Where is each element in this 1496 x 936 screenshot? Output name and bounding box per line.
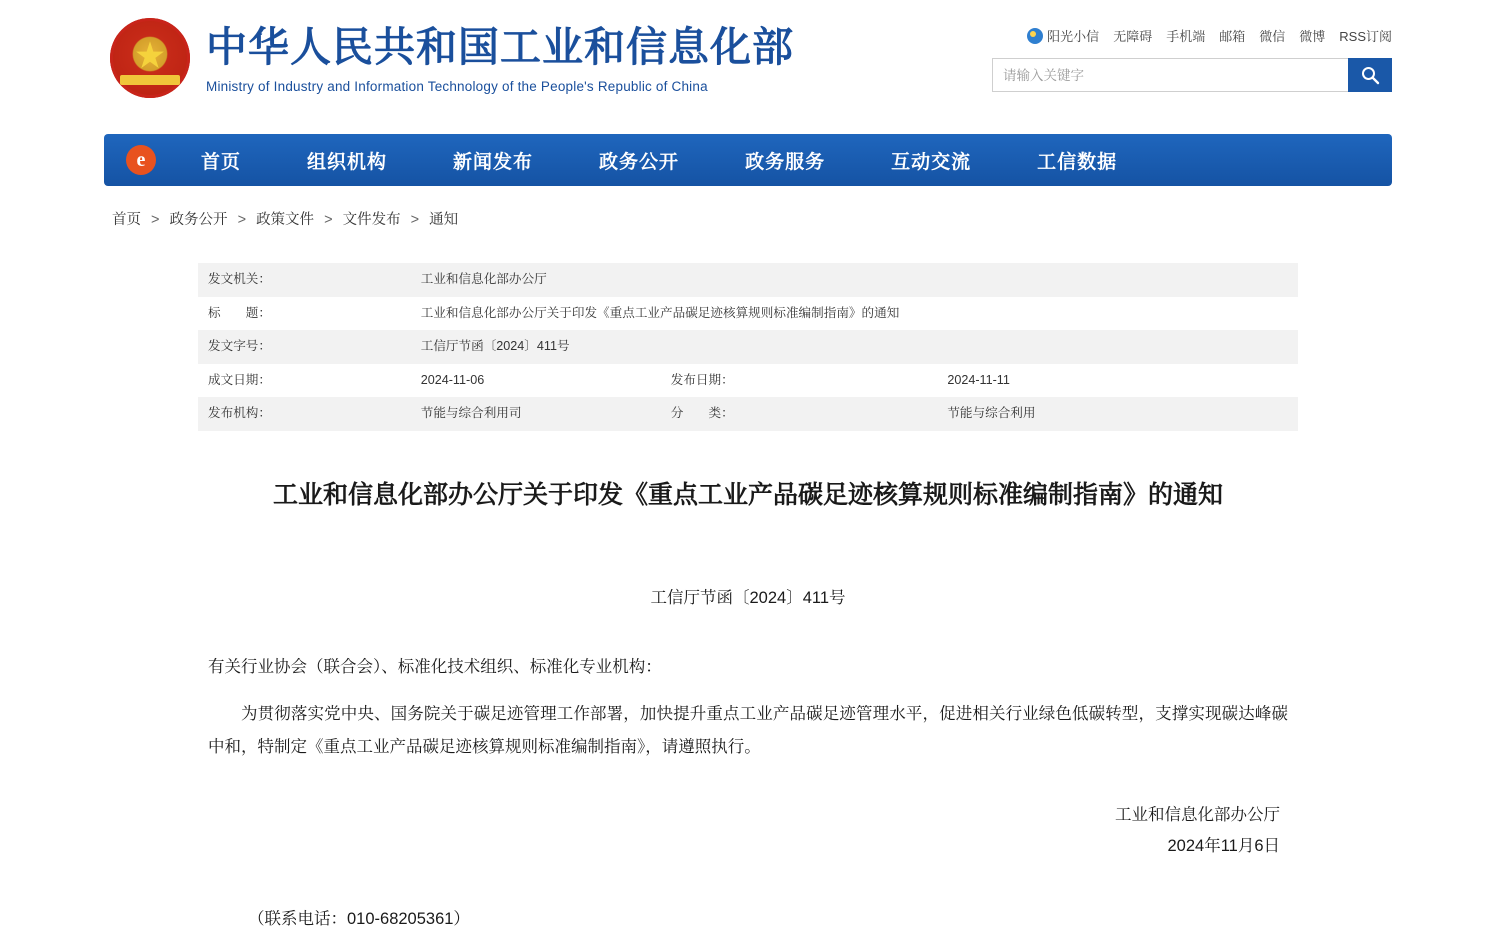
meta-value-title: 工业和信息化部办公厅关于印发《重点工业产品碳足迹核算规则标准编制指南》的通知 [420,305,900,320]
document-signature [208,800,1288,863]
document-contact: （联系电话：010-68205361） [248,909,470,928]
breadcrumb-item-home[interactable]: 首页 [112,212,141,228]
main-nav-wrapper [0,120,1496,186]
table-row [198,297,1298,331]
signature-date: 2024年11月6日 [1167,837,1280,856]
document-paragraph: 为贯彻落实党中央、国务院关于碳足迹管理工作部署，加快提升重点工业产品碳足迹管理水平，促进相关行业绿色低碳转型，支撑实现碳达峰碳中和，特制定《重点工业产品碳足迹核算规则标准编制指南》，请遵照执行。 [208,705,1288,757]
top-links [1027,26,1392,45]
page-content [0,263,1496,936]
site-logo[interactable] [110,18,794,98]
breadcrumb-item-policy-documents[interactable]: 政策文件 [256,212,315,228]
document-meta-table [198,263,1298,431]
nav-item-home[interactable]: 首页 [201,151,242,173]
meta-value-doc-number: 工信厅节函〔2024〕411号 [411,330,1298,364]
search-icon [1360,65,1380,85]
nav-item-govaffairs-service[interactable]: 政务服务 [745,151,826,173]
breadcrumb-separator: > [324,212,333,228]
top-link-email[interactable]: 邮箱 [1219,29,1246,44]
nav-item-govaffairs-open[interactable]: 政务公开 [599,151,680,173]
search-box [992,58,1392,92]
meta-label-doc-number: 发文字号： [198,330,411,364]
national-emblem-icon [110,18,190,98]
sun-icon [1027,28,1043,44]
table-row [198,330,1298,364]
nav-item-data[interactable]: 工信数据 [1037,151,1118,173]
top-link-accessibility[interactable]: 无障碍 [1113,29,1153,44]
document-number: 工信厅节函〔2024〕411号 [650,589,846,608]
e-gov-icon: e [126,145,156,175]
meta-value-issuing-agency: 工业和信息化部办公厅 [411,263,1298,297]
breadcrumb-separator: > [151,212,160,228]
site-header [0,0,1496,120]
breadcrumb-item-document-release[interactable]: 文件发布 [342,212,401,228]
meta-label-written-date: 成文日期： [208,372,271,387]
meta-label-title: 标 题： [208,305,271,320]
top-link-weibo[interactable]: 微博 [1299,29,1326,44]
table-row [198,397,1298,431]
meta-label-publishing-org: 发布机构： [198,397,411,431]
meta-value-written-date: 2024-11-06 [420,372,485,387]
meta-value-category: 节能与综合利用 [937,397,1298,431]
main-nav [104,134,1392,186]
breadcrumb-item-govaffairs-open[interactable]: 政务公开 [169,212,228,228]
meta-value-publishing-org: 节能与综合利用司 [411,397,661,431]
table-row [198,263,1298,297]
top-link-mobile[interactable]: 手机端 [1166,29,1206,44]
breadcrumb-separator: > [410,212,420,228]
site-title-en: Ministry of Industry and Information Technology of the People's Republic of China [206,79,708,95]
document-salutation: 有关行业协会（联合会）、标准化技术组织、标准化专业机构： [208,658,662,677]
signature-organization: 工业和信息化部办公厅 [1115,806,1280,825]
site-title-block [206,22,794,94]
nav-item-news[interactable]: 新闻发布 [453,151,534,173]
nav-item-organization[interactable]: 组织机构 [307,151,388,173]
top-link-rss[interactable]: RSS订阅 [1339,29,1392,44]
site-title-cn: 中华人民共和国工业和信息化部 [206,23,794,70]
meta-label-issuing-agency: 发文机关： [198,263,411,297]
nav-item-interaction[interactable]: 互动交流 [891,151,972,173]
meta-label-category: 分 类： [661,397,938,431]
top-link-label: 阳光小信 [1047,29,1100,44]
top-link-sunshine[interactable] [1027,26,1099,45]
meta-value-publish-date: 2024-11-11 [947,372,1010,387]
top-link-wechat[interactable]: 微信 [1259,29,1286,44]
nav-logo[interactable] [114,145,168,175]
page-title: 工业和信息化部办公厅关于印发《重点工业产品碳足迹核算规则标准编制指南》的通知 [272,481,1223,509]
breadcrumb [0,186,1496,229]
table-row [198,364,1298,398]
breadcrumb-item-notice: 通知 [429,212,459,228]
search-button[interactable] [1348,58,1392,92]
breadcrumb-separator: > [237,212,247,228]
search-input[interactable] [992,58,1348,92]
document-body [208,582,1288,936]
meta-label-publish-date: 发布日期： [670,372,734,387]
